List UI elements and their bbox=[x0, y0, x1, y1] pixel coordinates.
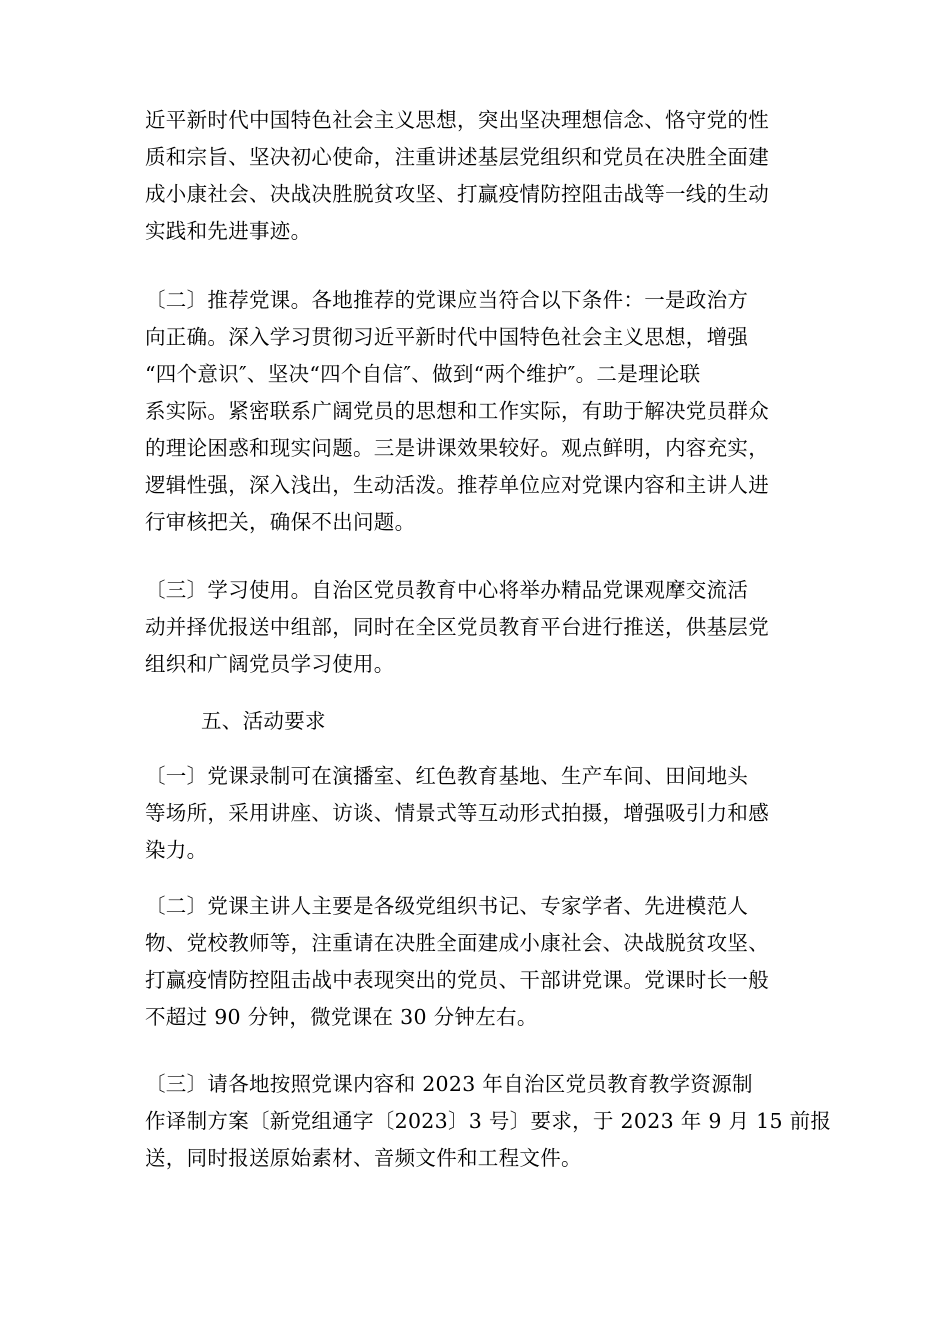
text-line: 作译制方案〔新党组通字〔2023〕3 号〕要求，于 2023 年 9 月 15 前报 bbox=[145, 1109, 832, 1133]
text-line: 〔一〕党课录制可在演播室、红色教育基地、生产车间、田间地头 bbox=[145, 764, 749, 788]
section-five-heading bbox=[145, 703, 815, 740]
paragraph-requirement-three bbox=[145, 1066, 832, 1177]
paragraph-study-use bbox=[145, 572, 815, 683]
text-line: 近平新时代中国特色社会主义思想，突出坚决理想信念、恪守党的性 bbox=[145, 108, 769, 132]
text-line: 〔二〕推荐党课。各地推荐的党课应当符合以下条件：一是政治方 bbox=[145, 288, 749, 312]
text-line: 向正确。深入学习贯彻习近平新时代中国特色社会主义思想，增强 bbox=[145, 325, 749, 349]
text-line: 动并择优报送中组部，同时在全区党员教育平台进行推送，供基层党 bbox=[145, 615, 769, 639]
text-line: 等场所，采用讲座、访谈、情景式等互动形式拍摄，增强吸引力和感 bbox=[145, 801, 769, 825]
text-line: 行审核把关，确保不出问题。 bbox=[145, 510, 416, 534]
text-line: 逻辑性强，深入浅出，生动活泼。推荐单位应对党课内容和主讲人进 bbox=[145, 473, 769, 497]
text-line: 成小康社会、决战决胜脱贫攻坚、打赢疫情防控阻击战等一线的生动 bbox=[145, 182, 769, 206]
paragraph-requirement-one bbox=[145, 758, 815, 869]
section-heading: 五、活动要求 bbox=[201, 709, 326, 733]
paragraph-continuation bbox=[145, 102, 815, 250]
text-line: 打赢疫情防控阻击战中表现突出的党员、干部讲党课。党课时长一般 bbox=[145, 968, 769, 992]
text-line: 送，同时报送原始素材、音频文件和工程文件。 bbox=[145, 1146, 582, 1170]
text-line: 〔三〕学习使用。自治区党员教育中心将举办精品党课观摩交流活 bbox=[145, 578, 749, 602]
text-line: 组织和广阔党员学习使用。 bbox=[145, 652, 395, 676]
text-line: 不超过 90 分钟，微党课在 30 分钟左右。 bbox=[145, 1005, 538, 1029]
paragraph-requirement-two bbox=[145, 888, 815, 1036]
text-line: 实践和先进事迹。 bbox=[145, 219, 312, 243]
text-line: 系实际。紧密联系广阔党员的思想和工作实际，有助于解决党员群众 bbox=[145, 399, 769, 423]
text-line: 染力。 bbox=[145, 838, 208, 862]
text-line: 〔二〕党课主讲人主要是各级党组织书记、专家学者、先进模范人 bbox=[145, 894, 749, 918]
paragraph-recommend-courses bbox=[145, 282, 815, 541]
text-line: 质和宗旨、坚决初心使命，注重讲述基层党组织和党员在决胜全面建 bbox=[145, 145, 769, 169]
text-line: 的理论困惑和现实问题。三是讲课效果较好。观点鲜明，内容充实， bbox=[145, 436, 769, 460]
text-line: 〔三〕请各地按照党课内容和 2023 年自治区党员教育教学资源制 bbox=[145, 1072, 753, 1096]
text-line: “四个意识″、坚决“四个自信″、做到“两个维护″。二是理论联 bbox=[145, 362, 701, 386]
text-line: 物、党校教师等，注重请在决胜全面建成小康社会、决战脱贫攻坚、 bbox=[145, 931, 769, 955]
